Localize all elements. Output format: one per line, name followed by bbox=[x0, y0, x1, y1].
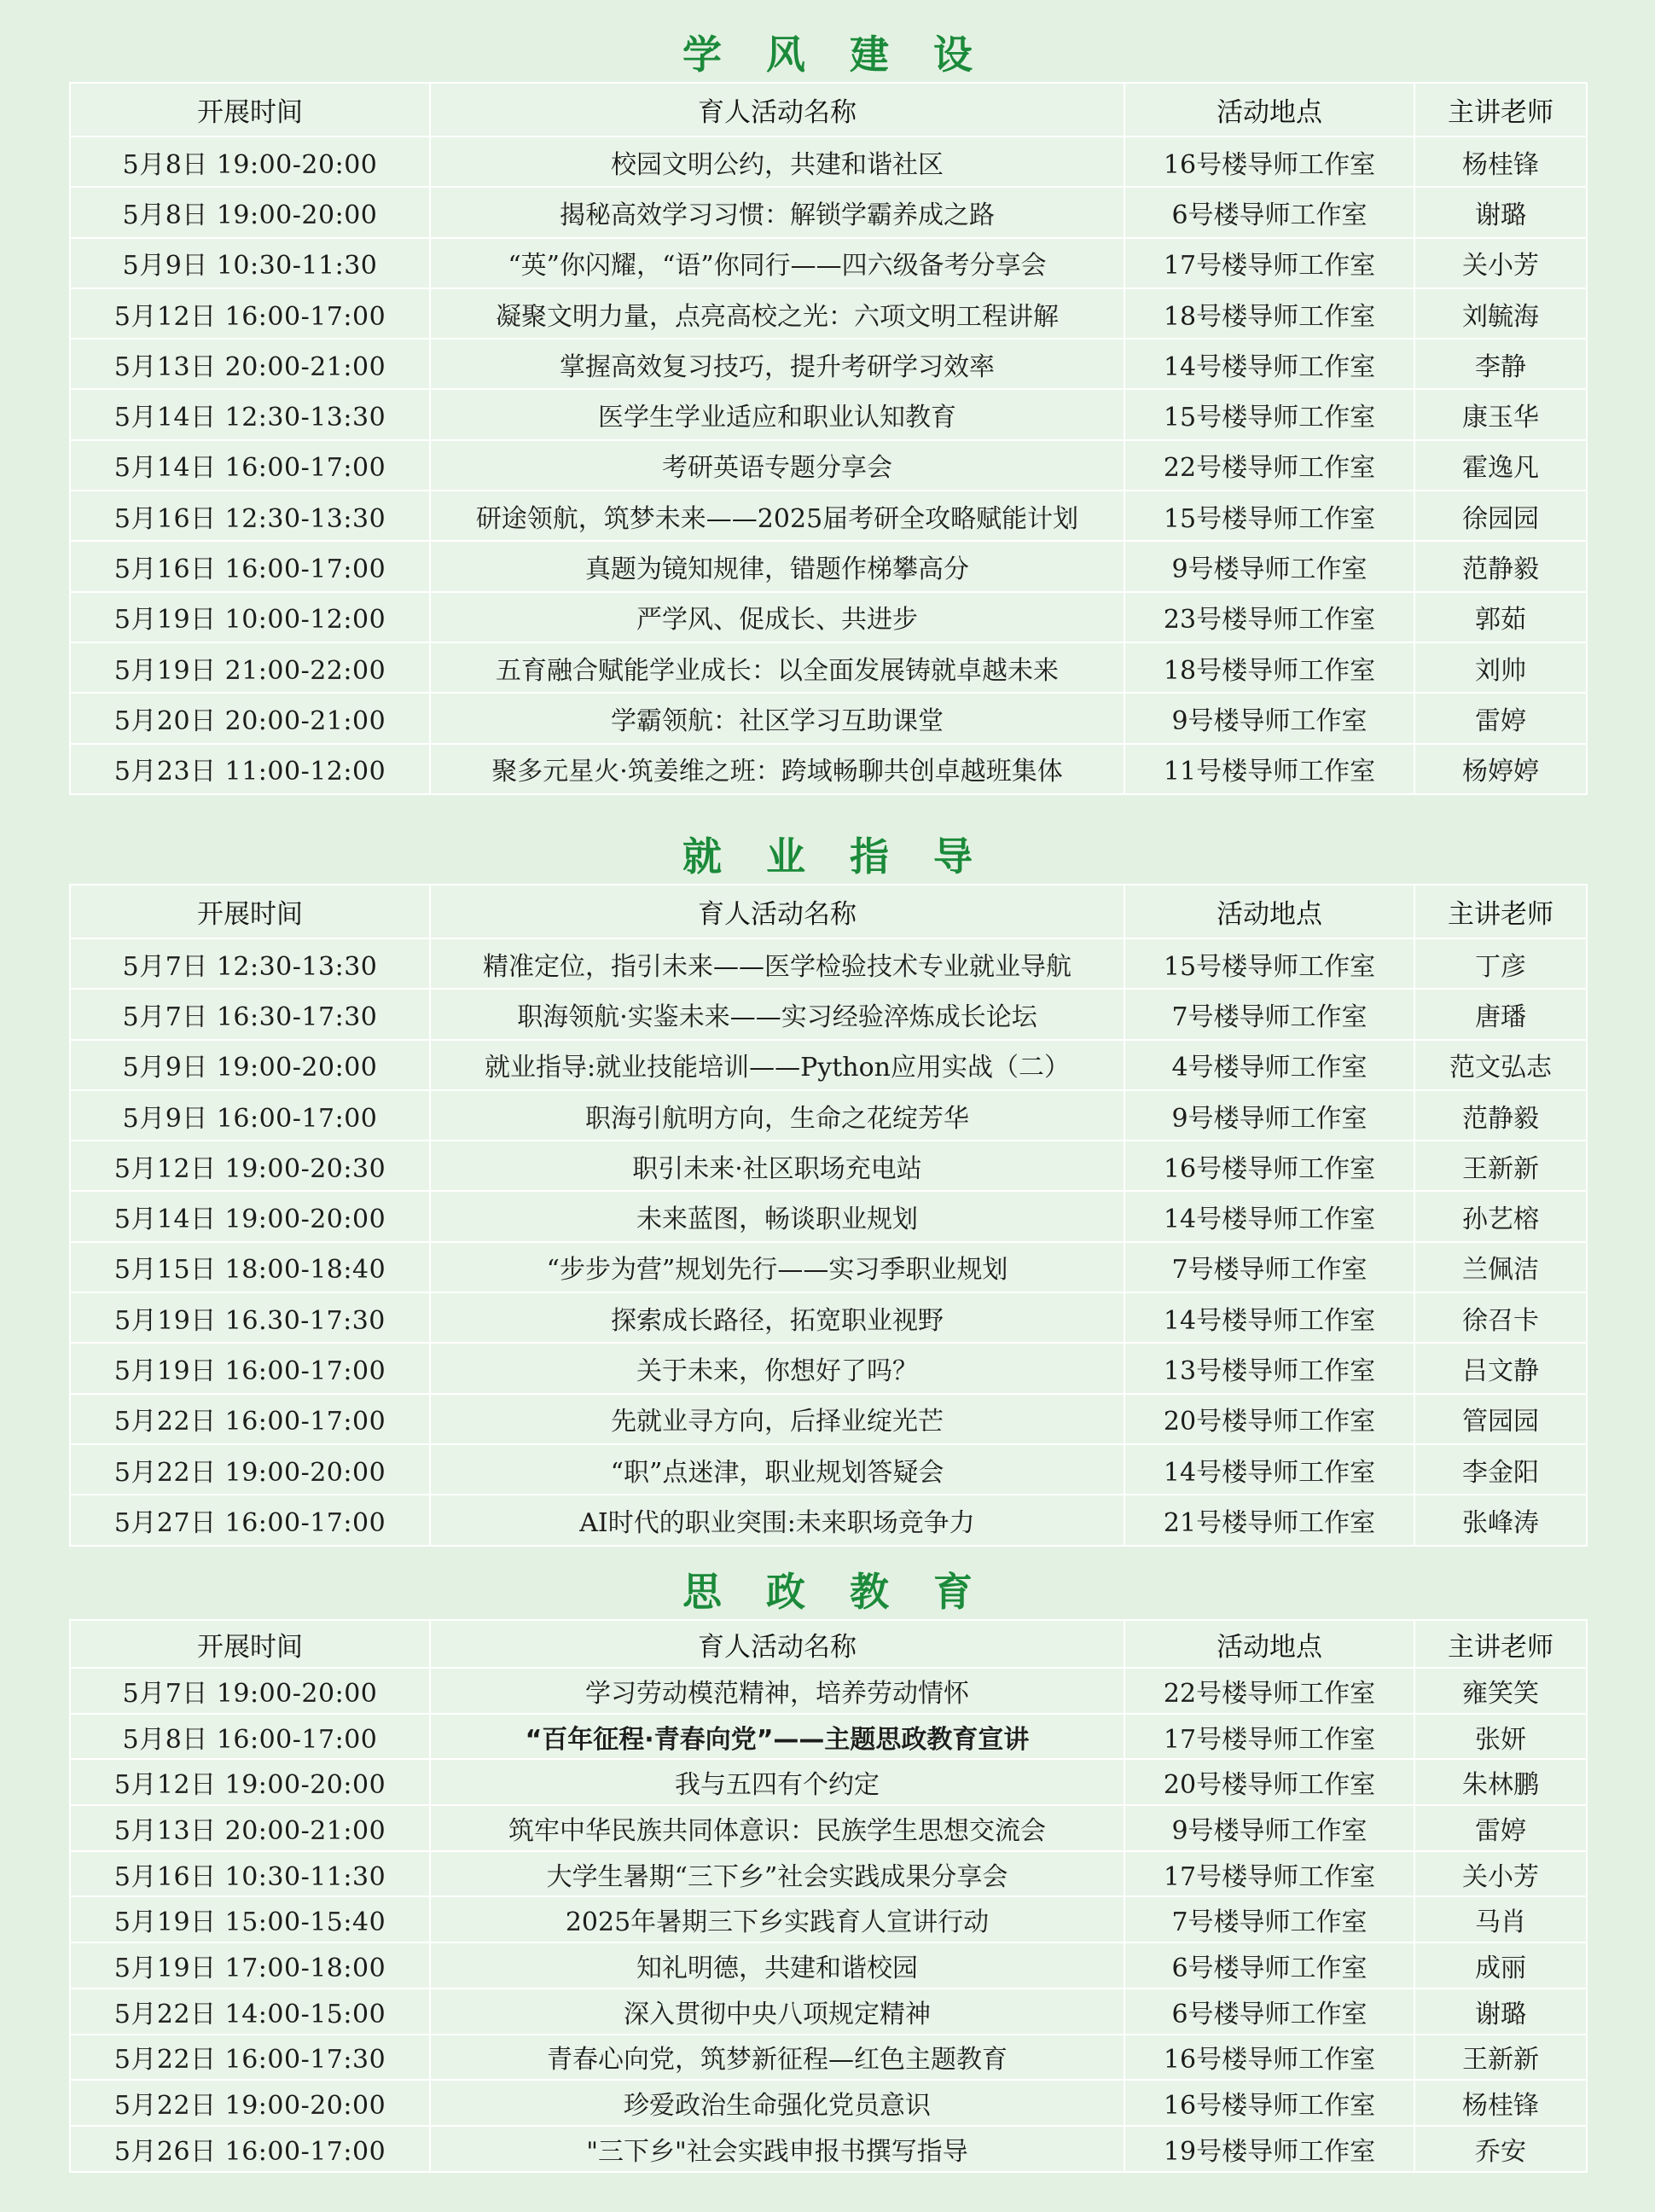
cell-activity-name: 职海引航明方向，生命之花绽芳华 bbox=[430, 1090, 1124, 1141]
table-row bbox=[70, 1444, 1587, 1495]
cell-activity-name: 凝聚文明力量，点亮高校之光：六项文明工程讲解 bbox=[430, 288, 1124, 339]
cell-place: 19号楼导师工作室 bbox=[1124, 2126, 1414, 2172]
cell-teacher: 霍逸凡 bbox=[1414, 440, 1587, 491]
cell-teacher: 范静毅 bbox=[1414, 1090, 1587, 1141]
cell-teacher: 李静 bbox=[1414, 339, 1587, 389]
cell-teacher: 兰佩洁 bbox=[1414, 1242, 1587, 1292]
cell-time: 5月19日 15:00-15:40 bbox=[70, 1896, 430, 1942]
cell-teacher: 谢璐 bbox=[1414, 1988, 1587, 2035]
cell-place: 6号楼导师工作室 bbox=[1124, 187, 1414, 237]
cell-time: 5月12日 19:00-20:30 bbox=[70, 1141, 430, 1191]
cell-place: 15号楼导师工作室 bbox=[1124, 389, 1414, 439]
cell-activity-name: 关于未来，你想好了吗？ bbox=[430, 1343, 1124, 1393]
cell-teacher: 刘毓海 bbox=[1414, 288, 1587, 339]
cell-teacher: 王新新 bbox=[1414, 2035, 1587, 2081]
table-row bbox=[70, 1714, 1587, 1760]
section-title-career: 就业指导 bbox=[682, 833, 1017, 880]
cell-place: 21号楼导师工作室 bbox=[1124, 1495, 1414, 1545]
table-row bbox=[70, 136, 1587, 187]
header-time: 开展时间 bbox=[70, 885, 430, 938]
header-place: 活动地点 bbox=[1124, 1620, 1414, 1668]
cell-time: 5月8日 19:00-20:00 bbox=[70, 187, 430, 237]
header-time: 开展时间 bbox=[70, 1620, 430, 1668]
cell-teacher: 雷婷 bbox=[1414, 693, 1587, 743]
cell-place: 22号楼导师工作室 bbox=[1124, 440, 1414, 491]
header-activity: 育人活动名称 bbox=[430, 83, 1124, 136]
cell-place: 4号楼导师工作室 bbox=[1124, 1040, 1414, 1090]
cell-time: 5月7日 19:00-20:00 bbox=[70, 1668, 430, 1714]
header-time: 开展时间 bbox=[70, 83, 430, 136]
table-row bbox=[70, 592, 1587, 642]
cell-time: 5月22日 19:00-20:00 bbox=[70, 1444, 430, 1495]
cell-teacher: 徐召卡 bbox=[1414, 1292, 1587, 1343]
table-row bbox=[70, 1040, 1587, 1090]
cell-activity-name: 揭秘高效学习习惯：解锁学霸养成之路 bbox=[430, 187, 1124, 237]
cell-activity-name: 知礼明德，共建和谐校园 bbox=[430, 1942, 1124, 1988]
cell-teacher: 郭茹 bbox=[1414, 592, 1587, 642]
table-row bbox=[70, 2126, 1587, 2172]
cell-teacher: 孙艺榕 bbox=[1414, 1191, 1587, 1241]
table-header-row bbox=[70, 1620, 1587, 1668]
cell-activity-name: 青春心向党，筑梦新征程—红色主题教育 bbox=[430, 2035, 1124, 2081]
cell-time: 5月19日 21:00-22:00 bbox=[70, 642, 430, 693]
cell-teacher: 马肖 bbox=[1414, 1896, 1587, 1942]
cell-teacher: 张峰涛 bbox=[1414, 1495, 1587, 1545]
cell-time: 5月13日 20:00-21:00 bbox=[70, 1805, 430, 1851]
cell-time: 5月12日 16:00-17:00 bbox=[70, 288, 430, 339]
header-teacher: 主讲老师 bbox=[1414, 885, 1587, 938]
cell-place: 15号楼导师工作室 bbox=[1124, 491, 1414, 541]
table-row bbox=[70, 744, 1587, 794]
table-row bbox=[70, 1242, 1587, 1292]
cell-activity-name: "三下乡"社会实践申报书撰写指导 bbox=[430, 2126, 1124, 2172]
cell-activity-name: 未来蓝图，畅谈职业规划 bbox=[430, 1191, 1124, 1241]
cell-teacher: 李金阳 bbox=[1414, 1444, 1587, 1495]
cell-activity-name: 大学生暑期“三下乡”社会实践成果分享会 bbox=[430, 1851, 1124, 1897]
cell-place: 14号楼导师工作室 bbox=[1124, 339, 1414, 389]
header-place: 活动地点 bbox=[1124, 83, 1414, 136]
cell-time: 5月14日 16:00-17:00 bbox=[70, 440, 430, 491]
cell-teacher: 杨桂锋 bbox=[1414, 136, 1587, 187]
table-header-row bbox=[70, 885, 1587, 938]
section-title-ideology: 思政教育 bbox=[682, 1569, 1017, 1615]
table-row bbox=[70, 1090, 1587, 1141]
cell-time: 5月15日 18:00-18:40 bbox=[70, 1242, 430, 1292]
cell-activity-name: 考研英语专题分享会 bbox=[430, 440, 1124, 491]
cell-place: 23号楼导师工作室 bbox=[1124, 592, 1414, 642]
header-activity: 育人活动名称 bbox=[430, 885, 1124, 938]
table-row bbox=[70, 1343, 1587, 1393]
cell-teacher: 王新新 bbox=[1414, 1141, 1587, 1191]
table-row bbox=[70, 440, 1587, 491]
cell-teacher: 谢璐 bbox=[1414, 187, 1587, 237]
cell-time: 5月19日 10:00-12:00 bbox=[70, 592, 430, 642]
cell-teacher: 关小芳 bbox=[1414, 1851, 1587, 1897]
cell-teacher: 范文弘志 bbox=[1414, 1040, 1587, 1090]
cell-activity-name: 真题为镜知规律，错题作梯攀高分 bbox=[430, 541, 1124, 591]
cell-place: 20号楼导师工作室 bbox=[1124, 1394, 1414, 1444]
table-row bbox=[70, 1942, 1587, 1988]
cell-time: 5月22日 16:00-17:00 bbox=[70, 1394, 430, 1444]
cell-time: 5月23日 11:00-12:00 bbox=[70, 744, 430, 794]
cell-activity-name: 探索成长路径，拓宽职业视野 bbox=[430, 1292, 1124, 1343]
table-row bbox=[70, 541, 1587, 591]
cell-teacher: 朱林鹏 bbox=[1414, 1759, 1587, 1805]
table-row bbox=[70, 1759, 1587, 1805]
cell-place: 15号楼导师工作室 bbox=[1124, 938, 1414, 989]
cell-teacher: 吕文静 bbox=[1414, 1343, 1587, 1393]
table-row bbox=[70, 938, 1587, 989]
cell-time: 5月9日 16:00-17:00 bbox=[70, 1090, 430, 1141]
cell-activity-name: 就业指导:就业技能培训——Python应用实战（二） bbox=[430, 1040, 1124, 1090]
section-title-study: 学风建设 bbox=[682, 32, 1017, 78]
table-header-row bbox=[70, 83, 1587, 136]
cell-activity-name: 我与五四有个约定 bbox=[430, 1759, 1124, 1805]
cell-place: 22号楼导师工作室 bbox=[1124, 1668, 1414, 1714]
cell-time: 5月19日 16.30-17:30 bbox=[70, 1292, 430, 1343]
cell-time: 5月12日 19:00-20:00 bbox=[70, 1759, 430, 1805]
header-teacher: 主讲老师 bbox=[1414, 83, 1587, 136]
cell-activity-name: 珍爱政治生命强化党员意识 bbox=[430, 2080, 1124, 2126]
table-row bbox=[70, 1668, 1587, 1714]
cell-place: 9号楼导师工作室 bbox=[1124, 693, 1414, 743]
cell-place: 9号楼导师工作室 bbox=[1124, 1090, 1414, 1141]
table-row bbox=[70, 339, 1587, 389]
cell-activity-name: 2025年暑期三下乡实践育人宣讲行动 bbox=[430, 1896, 1124, 1942]
cell-activity-name: 学霸领航：社区学习互助课堂 bbox=[430, 693, 1124, 743]
cell-place: 14号楼导师工作室 bbox=[1124, 1191, 1414, 1241]
table-row bbox=[70, 187, 1587, 237]
cell-activity-name: 先就业寻方向，后择业绽光芒 bbox=[430, 1394, 1124, 1444]
table-row bbox=[70, 989, 1587, 1039]
cell-activity-name: “百年征程·青春向党”——主题思政教育宣讲 bbox=[430, 1714, 1124, 1760]
cell-time: 5月22日 14:00-15:00 bbox=[70, 1988, 430, 2035]
table-row bbox=[70, 1495, 1587, 1545]
cell-time: 5月8日 16:00-17:00 bbox=[70, 1714, 430, 1760]
cell-place: 17号楼导师工作室 bbox=[1124, 238, 1414, 288]
cell-activity-name: AI时代的职业突围:未来职场竞争力 bbox=[430, 1495, 1124, 1545]
cell-time: 5月7日 12:30-13:30 bbox=[70, 938, 430, 989]
cell-place: 7号楼导师工作室 bbox=[1124, 1896, 1414, 1942]
cell-activity-name: 职海领航·实鉴未来——实习经验淬炼成长论坛 bbox=[430, 989, 1124, 1039]
table-row bbox=[70, 389, 1587, 439]
cell-teacher: 杨婷婷 bbox=[1414, 744, 1587, 794]
cell-time: 5月14日 12:30-13:30 bbox=[70, 389, 430, 439]
cell-activity-name: 严学风、促成长、共进步 bbox=[430, 592, 1124, 642]
header-activity: 育人活动名称 bbox=[430, 1620, 1124, 1668]
cell-teacher: 成丽 bbox=[1414, 1942, 1587, 1988]
cell-time: 5月13日 20:00-21:00 bbox=[70, 339, 430, 389]
cell-teacher: 徐园园 bbox=[1414, 491, 1587, 541]
cell-place: 14号楼导师工作室 bbox=[1124, 1444, 1414, 1495]
cell-place: 18号楼导师工作室 bbox=[1124, 288, 1414, 339]
table-row bbox=[70, 1141, 1587, 1191]
cell-time: 5月22日 16:00-17:30 bbox=[70, 2035, 430, 2081]
table-row bbox=[70, 1851, 1587, 1897]
cell-time: 5月9日 10:30-11:30 bbox=[70, 238, 430, 288]
cell-place: 16号楼导师工作室 bbox=[1124, 2080, 1414, 2126]
cell-activity-name: 精准定位，指引未来——医学检验技术专业就业导航 bbox=[430, 938, 1124, 989]
cell-teacher: 康玉华 bbox=[1414, 389, 1587, 439]
career-schedule-table bbox=[69, 884, 1588, 1547]
cell-teacher: 唐璠 bbox=[1414, 989, 1587, 1039]
cell-time: 5月9日 19:00-20:00 bbox=[70, 1040, 430, 1090]
cell-teacher: 关小芳 bbox=[1414, 238, 1587, 288]
cell-activity-name: 学习劳动模范精神，培养劳动情怀 bbox=[430, 1668, 1124, 1714]
cell-place: 13号楼导师工作室 bbox=[1124, 1343, 1414, 1393]
cell-time: 5月16日 16:00-17:00 bbox=[70, 541, 430, 591]
table-row bbox=[70, 1988, 1587, 2035]
cell-teacher: 丁彦 bbox=[1414, 938, 1587, 989]
cell-activity-name: 校园文明公约，共建和谐社区 bbox=[430, 136, 1124, 187]
cell-place: 6号楼导师工作室 bbox=[1124, 1942, 1414, 1988]
cell-time: 5月7日 16:30-17:30 bbox=[70, 989, 430, 1039]
cell-place: 20号楼导师工作室 bbox=[1124, 1759, 1414, 1805]
cell-place: 16号楼导师工作室 bbox=[1124, 1141, 1414, 1191]
cell-teacher: 雍笑笑 bbox=[1414, 1668, 1587, 1714]
cell-place: 7号楼导师工作室 bbox=[1124, 1242, 1414, 1292]
cell-place: 17号楼导师工作室 bbox=[1124, 1851, 1414, 1897]
cell-time: 5月22日 19:00-20:00 bbox=[70, 2080, 430, 2126]
cell-place: 11号楼导师工作室 bbox=[1124, 744, 1414, 794]
cell-place: 16号楼导师工作室 bbox=[1124, 136, 1414, 187]
cell-time: 5月19日 16:00-17:00 bbox=[70, 1343, 430, 1393]
table-row bbox=[70, 288, 1587, 339]
cell-teacher: 张妍 bbox=[1414, 1714, 1587, 1760]
cell-activity-name: 五育融合赋能学业成长：以全面发展铸就卓越未来 bbox=[430, 642, 1124, 693]
cell-activity-name: 聚多元星火·筑姜维之班：跨域畅聊共创卓越班集体 bbox=[430, 744, 1124, 794]
cell-activity-name: 研途领航，筑梦未来——2025届考研全攻略赋能计划 bbox=[430, 491, 1124, 541]
cell-time: 5月8日 19:00-20:00 bbox=[70, 136, 430, 187]
table-row bbox=[70, 1896, 1587, 1942]
table-row bbox=[70, 1805, 1587, 1851]
cell-time: 5月16日 10:30-11:30 bbox=[70, 1851, 430, 1897]
table-row bbox=[70, 1394, 1587, 1444]
cell-place: 14号楼导师工作室 bbox=[1124, 1292, 1414, 1343]
cell-activity-name: 掌握高效复习技巧，提升考研学习效率 bbox=[430, 339, 1124, 389]
cell-activity-name: 筑牢中华民族共同体意识：民族学生思想交流会 bbox=[430, 1805, 1124, 1851]
table-row bbox=[70, 238, 1587, 288]
cell-place: 17号楼导师工作室 bbox=[1124, 1714, 1414, 1760]
table-row bbox=[70, 642, 1587, 693]
cell-teacher: 刘帅 bbox=[1414, 642, 1587, 693]
cell-time: 5月19日 17:00-18:00 bbox=[70, 1942, 430, 1988]
cell-activity-name: 医学生学业适应和职业认知教育 bbox=[430, 389, 1124, 439]
table-row bbox=[70, 693, 1587, 743]
table-row bbox=[70, 1292, 1587, 1343]
cell-teacher: 范静毅 bbox=[1414, 541, 1587, 591]
cell-teacher: 乔安 bbox=[1414, 2126, 1587, 2172]
table-row bbox=[70, 2035, 1587, 2081]
cell-time: 5月27日 16:00-17:00 bbox=[70, 1495, 430, 1545]
cell-activity-name: “职”点迷津，职业规划答疑会 bbox=[430, 1444, 1124, 1495]
table-row bbox=[70, 2080, 1587, 2126]
cell-place: 9号楼导师工作室 bbox=[1124, 541, 1414, 591]
cell-teacher: 雷婷 bbox=[1414, 1805, 1587, 1851]
cell-time: 5月16日 12:30-13:30 bbox=[70, 491, 430, 541]
cell-place: 9号楼导师工作室 bbox=[1124, 1805, 1414, 1851]
ideology-schedule-table bbox=[69, 1619, 1588, 2173]
table-row bbox=[70, 1191, 1587, 1241]
cell-place: 6号楼导师工作室 bbox=[1124, 1988, 1414, 2035]
header-place: 活动地点 bbox=[1124, 885, 1414, 938]
cell-time: 5月14日 19:00-20:00 bbox=[70, 1191, 430, 1241]
cell-activity-name: “步步为营”规划先行——实习季职业规划 bbox=[430, 1242, 1124, 1292]
cell-activity-name: 职引未来·社区职场充电站 bbox=[430, 1141, 1124, 1191]
cell-time: 5月26日 16:00-17:00 bbox=[70, 2126, 430, 2172]
table-row bbox=[70, 491, 1587, 541]
cell-activity-name: 深入贯彻中央八项规定精神 bbox=[430, 1988, 1124, 2035]
cell-teacher: 杨桂锋 bbox=[1414, 2080, 1587, 2126]
cell-place: 18号楼导师工作室 bbox=[1124, 642, 1414, 693]
cell-time: 5月20日 20:00-21:00 bbox=[70, 693, 430, 743]
study-schedule-table bbox=[69, 82, 1588, 795]
cell-teacher: 管园园 bbox=[1414, 1394, 1587, 1444]
cell-place: 7号楼导师工作室 bbox=[1124, 989, 1414, 1039]
header-teacher: 主讲老师 bbox=[1414, 1620, 1587, 1668]
cell-activity-name: “英”你闪耀，“语”你同行——四六级备考分享会 bbox=[430, 238, 1124, 288]
cell-place: 16号楼导师工作室 bbox=[1124, 2035, 1414, 2081]
